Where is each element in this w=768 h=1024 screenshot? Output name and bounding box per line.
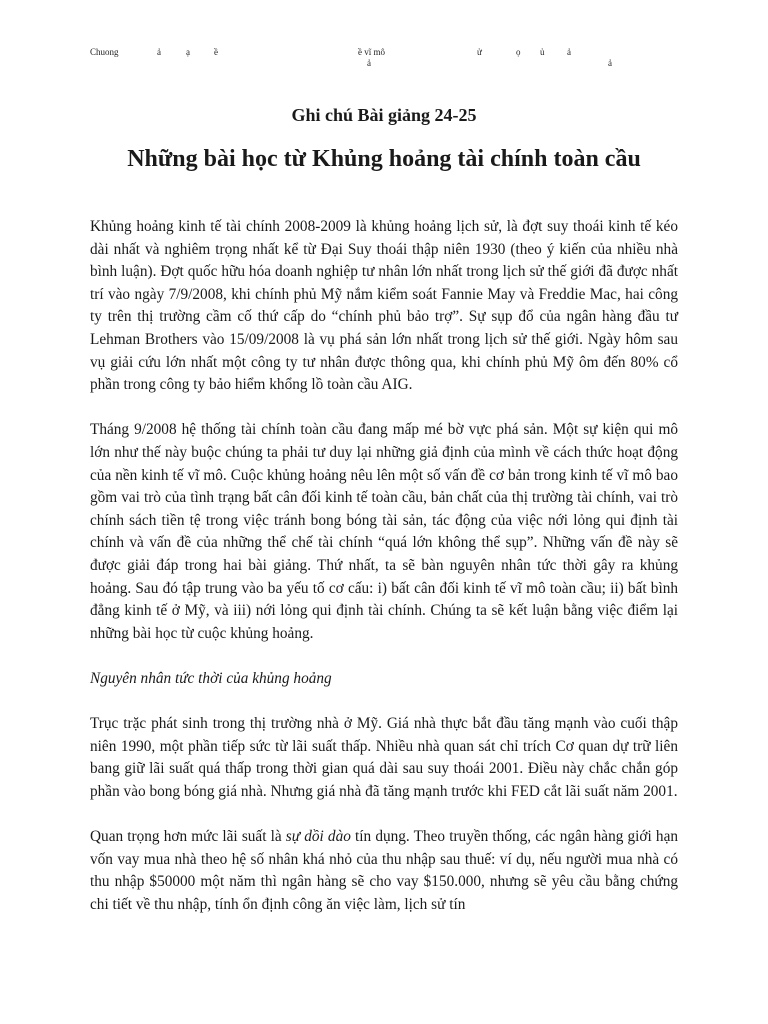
header-fragment: ả <box>157 47 161 57</box>
header-fragment: ề vĩ mô <box>358 47 385 57</box>
header-fragment: ọ <box>516 47 521 57</box>
paragraph-text: Quan trọng hơn mức lãi suất là <box>90 828 286 846</box>
header-fragment: ả <box>367 58 371 68</box>
paragraph: Tháng 9/2008 hệ thống tài chính toàn cầu đang mấp mé bờ vực phá sản. Một sự kiện qui mô lớn như thế này buộc chúng ta phải tư duy lại những giả định của mình về cách thức hoạt động của nền kinh tế vĩ mô. Cuộc khủng hoảng nêu lên một số vấn đề cơ bản trong kinh tế vĩ mô bao gồm vai trò của tình trạng bất cân đối kinh tế toàn cầu, bản chất của thị trường tài chính, vai trò chính sách tiền tệ trong việc tránh bong bóng tài sản, tác động của việc nới lỏng qui định tài chính và vấn đề của những thể chế tài chính “quá lớn không thể sụp”. Những vấn đề này sẽ được giải đáp trong hai bài giảng. Thứ nhất, ta sẽ bàn nguyên nhân tức thời gây ra khủng hoảng. Sau đó tập trung vào ba yếu tố cơ cấu: i) bất cân đối kinh tế vĩ mô toàn cầu; ii) bất bình đẳng kinh tế ở Mỹ, và iii) nới lỏng qui định tài chính. Chúng ta sẽ kết luận bằng việc điểm lại những bài học từ cuộc khủng hoảng. <box>90 421 678 642</box>
header-fragment: ủ <box>540 47 545 57</box>
header-fragment: ử <box>477 47 482 57</box>
document-body <box>90 216 678 939</box>
header-fragment: Chuong <box>90 47 119 57</box>
paragraph-text: tín dụng. Theo truyền thống, các ngân hàng giới hạn vốn vay mua nhà theo hệ số nhân khá nhỏ của thu nhập sau thuế: ví dụ, nếu người mua nhà có thu nhập $50000 một năm thì ngân hàng sẽ cho vay $150.000, nhưng sẽ yêu cầu bằng chứng chi tiết về thu nhập, tính ổn định công ăn việc làm, lịch sử tín <box>90 828 679 913</box>
header-fragment: ề <box>214 47 218 57</box>
document-title: Những bài học từ Khủng hoảng tài chính toàn cầu <box>127 146 641 172</box>
lecture-label: Ghi chú Bài giảng 24-25 <box>291 105 477 125</box>
paragraph <box>90 826 678 916</box>
emphasized-text: sự dồi dào <box>285 828 351 846</box>
running-header <box>90 45 690 71</box>
section-heading: Nguyên nhân tức thời của khủng hoảng <box>90 669 332 687</box>
paragraph: Trục trặc phát sinh trong thị trường nhà ở Mỹ. Giá nhà thực bắt đầu tăng mạnh vào cuối thập niên 1990, một phần tiếp sức từ lãi suất thấp. Nhiều nhà quan sát chỉ trích Cơ quan dự trữ liên bang giữ lãi suất quá thấp trong thời gian quá dài sau suy thoái 2001. Điều này chắc chắn góp phần vào bong bóng giá nhà. Nhưng giá nhà đã tăng mạnh trước khi FED cắt lãi suất năm 2001. <box>90 715 678 800</box>
header-fragment: ả <box>567 47 571 57</box>
paragraph: Khủng hoảng kinh tế tài chính 2008-2009 là khủng hoảng lịch sử, là đợt suy thoái kinh tế kéo dài nhất và nghiêm trọng nhất kể từ Đại Suy thoái thập niên 1930 (theo ý kiến của nhiều nhà bình luận). Đợt quốc hữu hóa doanh nghiệp tư nhân lớn nhất trong lịch sử thế giới đã được nhất trí vào ngày 7/9/2008, khi chính phủ Mỹ nắm kiểm soát Fannie May và Freddie Mac, hai công ty trên thị trường cầm cố thứ cấp do “chính phủ bảo trợ”. Sự sụp đổ của ngân hàng đầu tư Lehman Brothers vào 15/09/2008 là vụ phá sản lớn nhất trong lịch sử thế giới. Ngày hôm sau vụ giải cứu lớn nhất một công ty tư nhân được thông qua, khi chính phủ Mỹ ôm đến 80% cổ phần trong công ty bảo hiểm khổng lồ toàn cầu AIG. <box>90 218 678 394</box>
header-fragment: ạ <box>186 47 190 57</box>
header-fragment: ả <box>608 58 612 68</box>
